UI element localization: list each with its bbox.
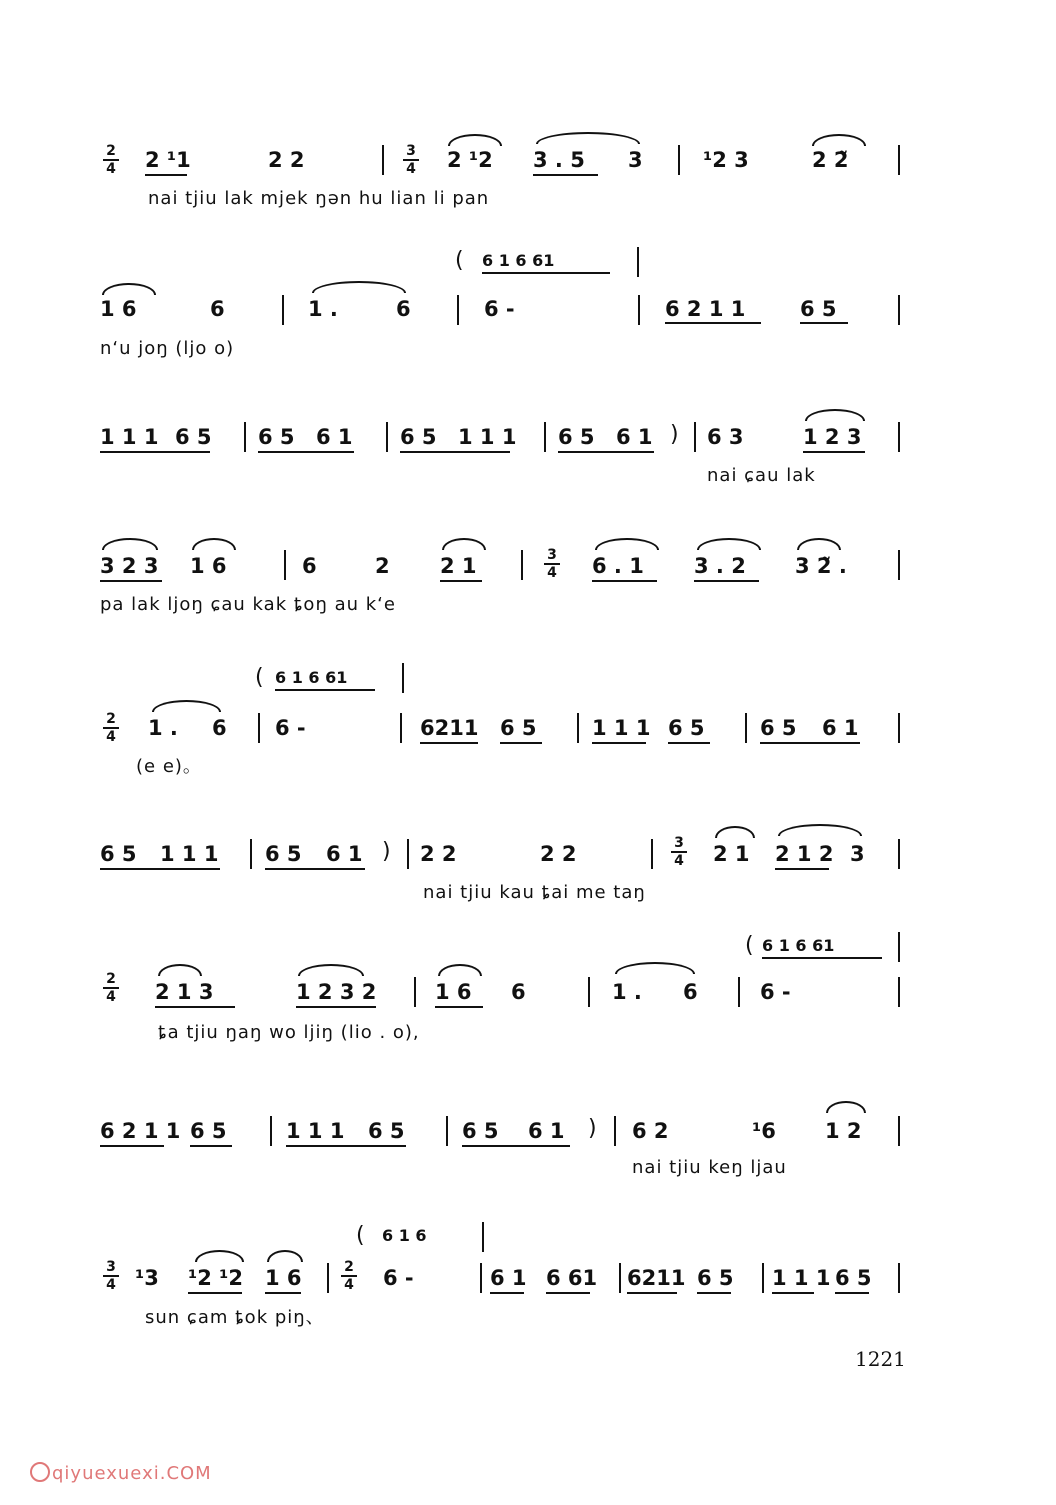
beam xyxy=(155,1006,235,1008)
note-group: 6 5 xyxy=(697,1266,734,1290)
note-group: 6 - xyxy=(275,716,306,740)
note-group: 6 xyxy=(396,297,411,321)
note-group: 6 5 xyxy=(835,1266,872,1290)
bar-line xyxy=(651,839,653,869)
beam xyxy=(100,868,220,870)
open-paren: ( xyxy=(745,933,754,958)
bar-line xyxy=(588,977,590,1007)
slur xyxy=(826,1101,866,1113)
score-system-8 xyxy=(0,1095,1056,1190)
beam xyxy=(800,322,848,324)
beam xyxy=(440,580,482,582)
slur xyxy=(102,283,156,295)
time-signature: 3 4 xyxy=(544,548,560,580)
note-group: 3 . 5 xyxy=(533,148,585,172)
beam xyxy=(490,1292,524,1294)
bar-line xyxy=(745,713,747,743)
note-group: 6 xyxy=(302,554,317,578)
beam xyxy=(558,451,654,453)
lyrics-line: (e e)。 xyxy=(136,756,202,777)
note-group: 3 xyxy=(628,148,643,172)
beam xyxy=(100,580,162,582)
slur xyxy=(778,824,862,836)
lyrics-line: nai tjiu lak mjek ŋən hu lian li pan xyxy=(148,188,490,209)
note-group: 2 2 xyxy=(540,842,577,866)
beam xyxy=(265,1292,301,1294)
note-group: 6 xyxy=(212,716,227,740)
bar-line xyxy=(327,1263,329,1293)
note-group: 1 6 xyxy=(190,554,227,578)
note-group: ¹6 xyxy=(752,1119,776,1143)
beam xyxy=(100,451,210,453)
bar-line xyxy=(898,839,900,869)
bar-line xyxy=(282,295,284,325)
slur xyxy=(438,964,482,976)
note-group: 3 xyxy=(850,842,865,866)
note-group: 6 - xyxy=(484,297,515,321)
note-group: 6 2 1 1 xyxy=(100,1119,181,1143)
note-group: 6 5 xyxy=(800,297,837,321)
note-group: ¹3 xyxy=(135,1266,159,1290)
note-group: 6 1 xyxy=(822,716,859,740)
note-group: 1 . xyxy=(148,716,178,740)
note-group: 2 2 xyxy=(420,842,457,866)
score-system-1 xyxy=(0,130,1056,220)
slur xyxy=(595,538,659,550)
beam xyxy=(482,272,610,274)
bar-line xyxy=(400,713,402,743)
note-group: 6 - xyxy=(760,980,791,1004)
beam xyxy=(760,742,860,744)
slur xyxy=(797,538,841,550)
note-group: 6 1 xyxy=(326,842,363,866)
lyrics-line: pa lak ljoŋ ɕau kak ȶoŋ au k‘e xyxy=(100,594,396,615)
note-group: 6 5 xyxy=(500,716,537,740)
bar-line xyxy=(762,1263,764,1293)
beam xyxy=(258,451,354,453)
bar-line xyxy=(284,550,286,580)
note-group: 6 xyxy=(511,980,526,1004)
watermark-text: qiyuexuexi.COM xyxy=(52,1463,212,1484)
beam xyxy=(592,742,646,744)
beam xyxy=(592,580,657,582)
beam xyxy=(190,1145,232,1147)
bar-line xyxy=(457,295,459,325)
time-signature: 2 4 xyxy=(103,144,119,176)
beam xyxy=(400,451,510,453)
beam xyxy=(275,689,375,691)
note-group: 6211 xyxy=(627,1266,686,1290)
beam xyxy=(694,580,759,582)
bar-line xyxy=(637,247,639,277)
bar-line xyxy=(414,977,416,1007)
bar-line xyxy=(898,295,900,325)
bar-line xyxy=(898,550,900,580)
beam xyxy=(835,1292,869,1294)
beam xyxy=(762,957,882,959)
beam xyxy=(188,1292,242,1294)
note-group: 1 1 1 xyxy=(592,716,651,740)
time-signature: 2 4 xyxy=(341,1260,357,1292)
note-group: 6 2 xyxy=(632,1119,669,1143)
bar-line xyxy=(258,713,260,743)
beam xyxy=(265,868,365,870)
score-system-7 xyxy=(0,930,1056,1050)
score-system-5 xyxy=(0,660,1056,780)
page-number: 1221 xyxy=(855,1347,906,1371)
note-group: 2 1 xyxy=(713,842,750,866)
slur xyxy=(812,134,866,146)
beam xyxy=(697,1292,731,1294)
bar-line xyxy=(898,145,900,175)
bar-line xyxy=(577,713,579,743)
slur xyxy=(192,538,236,550)
note-group: 6 5 xyxy=(175,425,212,449)
bar-line xyxy=(480,1263,482,1293)
slur xyxy=(615,962,695,974)
note-group: 1 6 xyxy=(435,980,472,1004)
slur xyxy=(442,538,486,550)
bar-line xyxy=(898,422,900,452)
note-group: 6 5 xyxy=(558,425,595,449)
slur xyxy=(158,964,202,976)
bar-line xyxy=(898,713,900,743)
bar-line xyxy=(244,422,246,452)
watermark xyxy=(30,1462,212,1484)
note-group: 6 5 xyxy=(258,425,295,449)
slur xyxy=(152,700,221,712)
note-group: 1 6 xyxy=(100,297,137,321)
open-paren: ( xyxy=(455,248,464,273)
slur xyxy=(715,826,755,838)
note-group: 6 - xyxy=(383,1266,414,1290)
bar-line xyxy=(898,932,900,962)
note-group: 2 1 xyxy=(440,554,477,578)
slur xyxy=(536,132,640,144)
slur xyxy=(298,964,364,976)
beam xyxy=(420,742,478,744)
note-group: 1 . xyxy=(308,297,338,321)
note-group: 2 1 2 xyxy=(775,842,834,866)
beam xyxy=(772,1292,814,1294)
interlude-notes: 6 1 6 xyxy=(382,1226,427,1245)
bar-line xyxy=(402,663,404,693)
beam xyxy=(775,868,829,870)
bar-line xyxy=(619,1263,621,1293)
note-group: 1 6 xyxy=(265,1266,302,1290)
note-group: 6 1 xyxy=(616,425,653,449)
note-group: 6 xyxy=(683,980,698,1004)
bar-line xyxy=(738,977,740,1007)
score-system-6 xyxy=(0,820,1056,910)
note-group: 6 2 1 1 xyxy=(665,297,746,321)
time-signature: 2 4 xyxy=(103,712,119,744)
note-group: ¹2 ¹2 xyxy=(188,1266,243,1290)
slur xyxy=(448,134,502,146)
bar-line xyxy=(270,1116,272,1146)
close-paren: ) xyxy=(382,839,391,864)
beam xyxy=(665,322,761,324)
note-group: 6 3 xyxy=(707,425,744,449)
lyrics-line: nai tjiu kau ȶai me taŋ xyxy=(423,882,646,903)
note-group: 6 xyxy=(210,297,225,321)
note-group: 6 5 xyxy=(100,842,137,866)
note-group: 6 5 xyxy=(190,1119,227,1143)
note-group: 1 1 1 xyxy=(160,842,219,866)
slur xyxy=(805,409,865,421)
bar-line xyxy=(386,422,388,452)
beam xyxy=(435,1006,483,1008)
note-group: 6 5 xyxy=(760,716,797,740)
bar-line xyxy=(382,145,384,175)
interlude-notes: 6 1 6 61 xyxy=(482,251,555,270)
score-system-2 xyxy=(0,245,1056,365)
slur xyxy=(697,538,761,550)
lyrics-line: nai tjiu keŋ ljau xyxy=(632,1157,787,1178)
beam xyxy=(533,174,598,176)
interlude-notes: 6 1 6 61 xyxy=(762,936,835,955)
interlude-notes: 6 1 6 61 xyxy=(275,668,348,687)
note-group: 6 1 xyxy=(528,1119,565,1143)
note-group: 2 2 xyxy=(268,148,305,172)
note-group: 6 5 xyxy=(462,1119,499,1143)
lyrics-line: n‘u joŋ (ljo o) xyxy=(100,338,235,359)
bar-line xyxy=(446,1116,448,1146)
beam xyxy=(500,742,542,744)
note-group: 6 5 xyxy=(265,842,302,866)
note-group: 1 2 3 2 xyxy=(296,980,377,1004)
note-group: 1 1 1 xyxy=(458,425,517,449)
note-group: 6 5 xyxy=(400,425,437,449)
note-group: 6 5 xyxy=(668,716,705,740)
score-system-3 xyxy=(0,405,1056,495)
note-group: 3 2 3 xyxy=(100,554,159,578)
note-group: ¹2 3 xyxy=(703,148,749,172)
watermark-logo-icon xyxy=(30,1462,50,1482)
note-group: 6211 xyxy=(420,716,479,740)
bar-line xyxy=(482,1222,484,1252)
open-paren: ( xyxy=(356,1223,365,1248)
bar-line xyxy=(521,550,523,580)
beam xyxy=(145,174,187,176)
score-system-4 xyxy=(0,530,1056,625)
lyrics-line: sun ɕam ȶok piŋ、 xyxy=(145,1307,325,1328)
bar-line xyxy=(544,422,546,452)
note-group: 6 5 xyxy=(368,1119,405,1143)
beam xyxy=(627,1292,677,1294)
note-group: 1 1 1 xyxy=(772,1266,831,1290)
slur xyxy=(102,538,158,550)
bar-line xyxy=(898,977,900,1007)
time-signature: 3 4 xyxy=(103,1260,119,1292)
bar-line xyxy=(898,1263,900,1293)
bar-line xyxy=(898,1116,900,1146)
note-group: 6 1 xyxy=(490,1266,527,1290)
beam xyxy=(296,1006,376,1008)
beam xyxy=(100,1145,164,1147)
lyrics-line: ȶa tjiu ŋaŋ wo ljiŋ (lio . o), xyxy=(158,1022,420,1043)
lyrics-line: nai ɕau lak xyxy=(707,465,816,486)
note-group: 1 2 xyxy=(825,1119,862,1143)
note-group: 1 1 1 xyxy=(286,1119,345,1143)
time-signature: 2 4 xyxy=(103,972,119,1004)
note-group: 6 . 1 xyxy=(592,554,644,578)
beam xyxy=(803,451,865,453)
bar-line xyxy=(694,422,696,452)
slur xyxy=(267,1250,303,1262)
slur xyxy=(195,1250,244,1262)
note-group: 1 1 1 xyxy=(100,425,159,449)
note-group: 2 xyxy=(375,554,390,578)
open-paren: ( xyxy=(255,665,264,690)
note-group: 2 2̃ xyxy=(812,148,849,172)
beam xyxy=(462,1145,570,1147)
slur xyxy=(312,281,406,293)
close-paren: ) xyxy=(670,422,679,447)
note-group: 3 . 2 xyxy=(694,554,746,578)
bar-line xyxy=(638,295,640,325)
bar-line xyxy=(614,1116,616,1146)
note-group: 1 2 3 xyxy=(803,425,862,449)
beam xyxy=(546,1292,590,1294)
note-group: 2 ¹2 xyxy=(447,148,493,172)
note-group: 3 2̃ . xyxy=(795,554,847,578)
bar-line xyxy=(250,839,252,869)
note-group: 1 . xyxy=(612,980,642,1004)
note-group: 2 ¹1 xyxy=(145,148,191,172)
bar-line xyxy=(678,145,680,175)
beam xyxy=(286,1145,406,1147)
time-signature: 3 4 xyxy=(403,144,419,176)
note-group: 2 1 3 xyxy=(155,980,214,1004)
close-paren: ) xyxy=(588,1116,597,1141)
score-system-9 xyxy=(0,1220,1056,1330)
bar-line xyxy=(407,839,409,869)
note-group: 6 1 xyxy=(316,425,353,449)
note-group: 6 61 xyxy=(546,1266,598,1290)
beam xyxy=(668,742,710,744)
time-signature: 3 4 xyxy=(671,836,687,868)
